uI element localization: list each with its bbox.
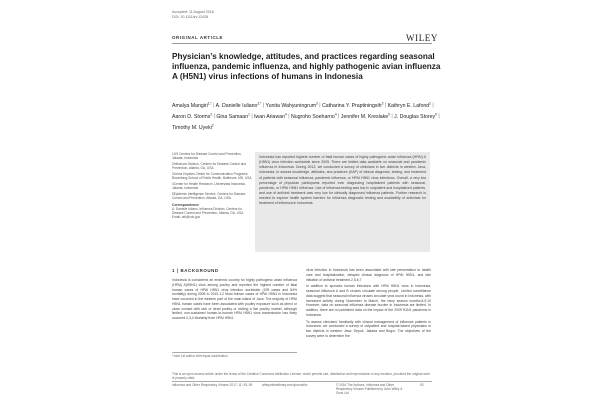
author-affiliation-marker: 2 (211, 122, 214, 127)
abstract-box (255, 152, 430, 252)
author-affiliation-marker: 2 (210, 111, 213, 116)
author-name[interactable] (216, 111, 250, 120)
page-number: 93 (420, 383, 424, 387)
author-name-text: Timothy M. Uyeki (172, 124, 212, 131)
author-affiliation-marker: 1,* (207, 101, 212, 105)
correspondence-text: A. Danielle Iuliano, Influenza Division, Centers for Disease Control and Prevention, Atlanta, GA, USA. Email: adi@cdc.gov (172, 207, 245, 219)
author-name-text: Iwan Ariawan (254, 113, 285, 120)
author-name-text: J. Douglas Storey (394, 113, 436, 120)
body-paragraph: virus infection in Indonesia has been associated with late presentation to health care and hospitalization, delayed clinical diagnosis of HPAI H5N1, and late initiation of antiviral treatment.2,5,6,7 (306, 268, 431, 282)
accepted-date: Accepted: 11 August 2016 (172, 10, 214, 14)
author-name[interactable] (172, 122, 214, 131)
author-name[interactable] (388, 103, 431, 109)
body-column-left (172, 278, 297, 323)
author-name[interactable] (172, 111, 213, 120)
author-separator: | (336, 113, 341, 120)
author-name-text: Jennifer M. Kreslake (340, 113, 389, 120)
article-title: Physician’s knowledge, attitudes, and practices regarding seasonal influenza, pandemic influenza, and highly pathogenic avian influenza A (H5N1) virus infections of humans in Indonesia (172, 52, 441, 81)
author-name[interactable] (254, 111, 287, 120)
body-column-right (306, 268, 431, 341)
author-name-text: Gina Samaan (216, 113, 249, 120)
author-footnote: *Joint 1st author with equal contribution. (172, 352, 297, 358)
author-affiliation-marker: 5 (388, 111, 390, 116)
author-name[interactable] (340, 111, 390, 120)
affiliations (172, 152, 252, 221)
author-separator: | (430, 102, 434, 109)
abstract-text: Indonesia has reported highest number of fatal human cases of highly pathogenic avian influenza (HPAI) A (H5N1) virus infection worldwide since 2005. There are limited data available on seasonal and pandemic influenza in Indonesia. During 2012, we conducted a survey of clinicians in two districts in western Java, Indonesia, to assess knowledge, attitudes, and practices (KAP) of clinical diagnosis, testing, and treatment of patients with seasonal influenza, pandemic influenza, or HPAI H5N1 virus infections. Overall, a very low percentage of physician participants reported ever diagnosing hospitalized patients with seasonal, pandemic, or HPAI H5N1 influenza. Use of influenza testing was low in outpatient and hospitalized patients, and use of antiviral treatment was very low for clinically diagnosed influenza patients. Further research is needed to explore health system barriers for influenza diagnostic testing and availability of antivirals for treatment of influenza in Indonesia. (259, 155, 426, 206)
author-name-text: Amalya Mangiri (172, 102, 208, 109)
author-name-text: Aaron D. Storms (172, 113, 211, 120)
header-divider (172, 43, 432, 44)
section-heading-background: 1 | BACKGROUND (172, 268, 219, 273)
body-paragraph: Indonesia is considered an endemic country for highly pathogenic avian influenza (HPAI) A(H5N1) virus among poultry and reported the highest number of fatal human cases of HPAI H5N1 virus infection worldwide (199 cases and 84% mortality) during 2005 to 2015.1,2 Most human cases of HPAI H5N1 in Indonesia have occurred in the western part of the main island of Java. The majority of HPAI H5N1 human cases have been associated with poultry exposure such as direct or close contact with sick or dead poultry or visiting a live poultry market, although limited, non-sustained human-to-human HPAI H5N1 virus transmission has likely occurred.2,3,4 Mortality from HPAI H5N1 (172, 278, 297, 320)
journal-url-link[interactable]: wileyonlinelibrary.com/journal/irv (262, 383, 308, 387)
author-affiliation-marker: 2 (429, 101, 431, 105)
doi-link[interactable]: DOI: 10.1111/irv.12428 (172, 15, 209, 19)
author-list (172, 99, 442, 132)
author-separator: | (212, 113, 217, 120)
author-separator: | (211, 102, 216, 109)
affiliation-item: 2Influenza Division, Centers for Disease Control and Prevention, Atlanta, GA, USA (172, 162, 247, 170)
footer-divider (172, 381, 432, 382)
affiliation-item: 4Center for Health Research, Universitas Indonesia, Jakarta, Indonesia (172, 182, 246, 190)
author-name[interactable] (216, 103, 262, 109)
author-name[interactable] (290, 111, 337, 120)
author-separator: | (383, 102, 388, 109)
author-separator: | (436, 113, 440, 120)
publisher-logo: WILEY (406, 33, 438, 43)
author-name-text: Catharina Y. Praptiningsih (322, 102, 382, 109)
author-affiliation-marker: 3 (381, 101, 384, 105)
affiliation-item: 1US Centers for Disease Control and Prevention, Jakarta, Indonesia (172, 152, 242, 160)
article-meta (172, 10, 472, 20)
author-separator: | (286, 113, 291, 120)
author-separator: | (261, 102, 266, 109)
article-type-label: ORIGINAL ARTICLE (172, 35, 224, 40)
license-notice: This is an open access article under the terms of the Creative Commons Attribution License, which permits use, distribution and reproduction in any medium, provided the original work is properly cited. (172, 372, 430, 381)
author-affiliation-marker: 3 (316, 101, 318, 105)
author-name[interactable] (172, 103, 212, 109)
author-separator: | (249, 113, 255, 120)
author-name-text: Yunita Wahyuningrum (265, 102, 317, 109)
body-paragraph: In addition to sporadic human infections with HPAI H5N1 virus in Indonesia, seasonal influenza A and B viruses circulate among people. Limited surveillance data suggest that seasonal influenza viruses circulate year-round in Indonesia, with increased activity during November to March, the rainy season months.8,9,10 However, data on seasonal influenza disease burden in Indonesia are limited. In addition, there are no published data on the impact of the 2009 H1N1 pandemic in Indonesia. (306, 284, 431, 317)
affiliation-item: 5Epidemic Intelligence Service, Centers for Disease Control and Prevention, Atlanta, GA, USA (172, 192, 246, 200)
affiliation-item: 3Johns Hopkins Center for Communication Programs, Bloomberg School of Public Health, Baltimore, MD, USA (172, 172, 252, 180)
author-affiliation-marker: 5 (435, 111, 437, 116)
author-name-text: A. Danielle Iuliano (215, 102, 258, 109)
author-separator: | (317, 102, 323, 109)
author-name[interactable] (265, 103, 317, 109)
copyright-notice: © 2016 The Authors. Influenza and Other Respiratory Viruses Published by John Wiley & Sons Ltd. (336, 383, 403, 395)
author-separator: | (389, 113, 395, 120)
author-affiliation-marker: 1 (248, 111, 250, 116)
correspondence-heading: Correspondence (172, 203, 199, 207)
author-affiliation-marker: 2,* (257, 101, 262, 105)
author-name-text: Nugroho Soeharno (290, 113, 335, 120)
body-paragraph: To assess clinicians’ familiarity with clinical management of influenza patients in Indonesia, we conducted a survey of outpatient and hospital-based physicians in two districts in western Java: Depok, Jakarta and Bogor. The objectives of the survey were to determine the (306, 319, 431, 338)
author-name[interactable] (394, 111, 437, 120)
author-name-text: Kathryn E. Lafond (387, 102, 430, 109)
author-affiliation-marker: 4 (334, 111, 337, 116)
journal-citation: Influenza and Other Respiratory Viruses 2017; 11: 93–99 (172, 383, 253, 387)
author-affiliation-marker: 4 (284, 111, 287, 116)
author-name[interactable] (322, 103, 383, 109)
